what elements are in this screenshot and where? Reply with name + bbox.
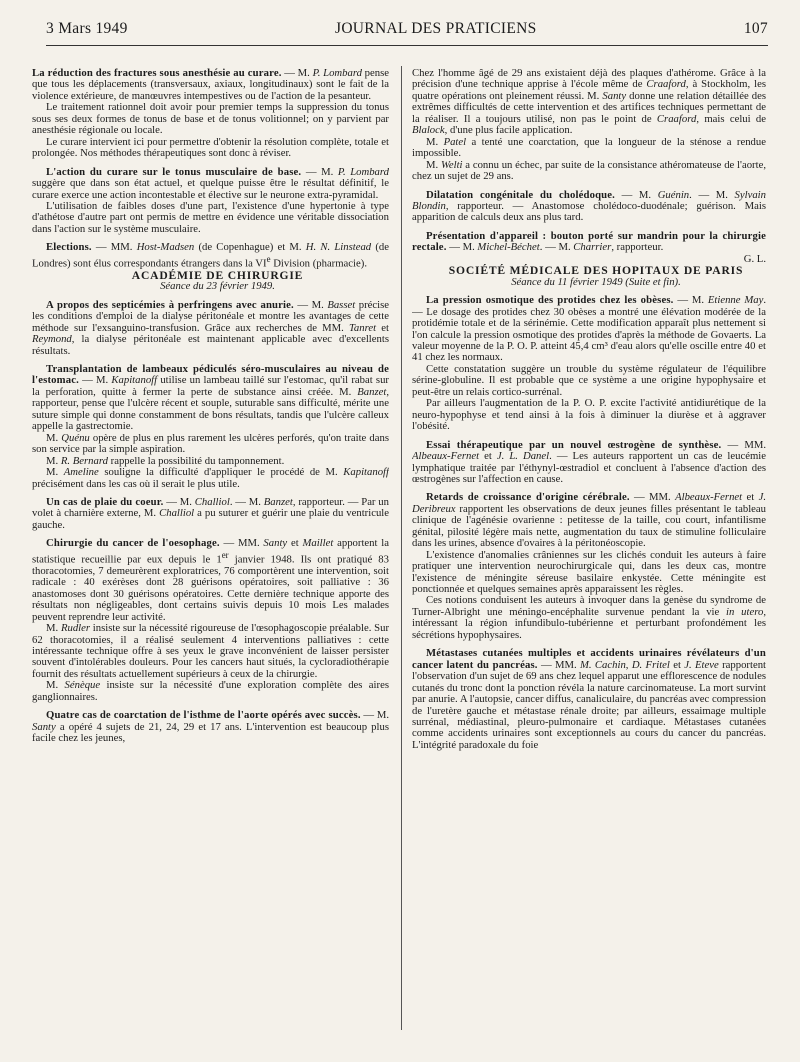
article-title: Métastases cutanées multiples et accidents urinaires révélateurs d'un cancer latent du pancréas. xyxy=(412,647,766,671)
section-title-academie: ACADÉMIE DE CHIRURGIE xyxy=(131,268,304,282)
text: et xyxy=(287,537,303,550)
text: et xyxy=(669,658,685,671)
paragraph xyxy=(412,595,766,641)
paragraph xyxy=(32,433,389,456)
article-title: Retards de croissance d'origine cérébrale. xyxy=(426,491,630,504)
paragraph: Le curare intervient ici pour permettre d'obtenir la résolution complète, totale et prolongée. Nos méthodes thérapeutiques sont donc à réviser. xyxy=(32,135,389,160)
author-name: Albeaux-Fernet xyxy=(412,450,480,463)
author-name: Reymond xyxy=(32,333,72,346)
running-header xyxy=(46,20,768,42)
author-name: Tanret xyxy=(348,321,377,334)
author-name: H. N. Linstead xyxy=(305,241,372,254)
author-name: Basset xyxy=(327,298,356,311)
text: a opéré 4 sujets de 21, 24, 29 et 17 ans. L'intervention est beaucoup plus facile chez les jeunes, xyxy=(32,720,389,745)
text: M. xyxy=(46,466,64,479)
text: — M. xyxy=(293,298,328,311)
author-name: Welti xyxy=(440,158,463,171)
author-name: D. Fritel xyxy=(631,658,670,671)
article-title: La réduction des fractures sous anesthésie au curare. xyxy=(32,68,282,79)
author-name: Blalock xyxy=(412,124,445,137)
author-name: M. Cachin xyxy=(580,658,626,671)
text: , rapporteur. — Anastomose cholédoco-duodénale; guérison. Mais apparition de calculs deux ans plus tard. xyxy=(412,199,766,224)
text: . — M. xyxy=(229,495,264,508)
signature: G. L. xyxy=(743,252,766,265)
text: a tenté une coarctation, que la longueur de la sténose a rendue impossible. xyxy=(412,135,766,160)
text: M. xyxy=(426,135,444,148)
article-pression-osmotique xyxy=(412,295,766,364)
article-retards-croissance xyxy=(412,492,766,549)
article-title: Quatre cas de coarctation de l'isthme de l'aorte opérés avec succès. xyxy=(46,709,361,722)
text: — MM. xyxy=(629,491,676,504)
author-name: Kapitanoff xyxy=(343,466,389,479)
text: Ces notions conduisent les auteurs à invoquer dans la genèse du syndrome de Turner-Albright une méningo-encéphalite survenue pendant la vie xyxy=(412,594,766,618)
paragraph xyxy=(32,623,389,680)
text: — M. xyxy=(301,165,338,178)
text: — M. xyxy=(673,294,708,307)
article-choledoque xyxy=(412,190,766,224)
author-name: P. Lombard xyxy=(312,68,362,79)
paragraph: L'existence d'anomalies crâniennes sur les clichés conduit les auteurs à faire pratiquer une intervention neurochirurgicale qui, dans les deux cas, montre l'existence de méningite séreuse basilaire enkystée. Cette méningite est ponctionnée et quelques semaines après apparaissent les règles. xyxy=(412,548,766,596)
text: janvier 1948. Ils ont pratiqué 83 thoracotomies, 7 demeurèrent exploratrices, 76 comportèrent une intervention, soit radicale : 40 exérèses dont 28 guérisons opératoires, soit palliative : 36 anastomoses dont 30 guérisons opératoires. Cette dernière technique apporte des résultats non négligeables, dont certains suivis depuis 10 mois Les malades peuvent reprendre leur activité. xyxy=(32,553,389,623)
text: — M. xyxy=(446,241,478,254)
author-name: Santy xyxy=(263,537,288,550)
header-page-number: 107 xyxy=(743,20,768,37)
article-lambeaux xyxy=(32,364,389,433)
article-title: Présentation d'appareil : bouton porté sur mandrin pour la chirurgie rectale. xyxy=(412,229,766,254)
superscript: e xyxy=(266,253,271,264)
text: — M. xyxy=(360,709,389,722)
text: , d'une plus facile application. xyxy=(444,124,573,137)
paragraph xyxy=(412,137,766,160)
author-name: Banzet xyxy=(357,385,387,398)
text: et xyxy=(742,491,759,504)
text: M. xyxy=(46,622,61,635)
latin-term: in utero xyxy=(726,605,764,618)
author-name: R. Bernard xyxy=(60,454,108,467)
author-name: Charrier xyxy=(573,241,612,254)
text: (de Copenhague) et M. xyxy=(194,241,306,254)
header-date: 3 Mars 1949 xyxy=(46,20,128,37)
text: — MM. xyxy=(219,537,264,550)
header-journal-title: JOURNAL DES PRATICIENS xyxy=(334,20,537,37)
author-name: Etienne May xyxy=(707,294,764,307)
paragraph: L'utilisation de faibles doses d'une part, l'existence d'une hypertonie à type d'athétose d'autre part ont permis de mettre en évidence une véritable dissociation dans l'action sur le système musculaire. xyxy=(32,199,389,235)
session-date: Séance du 11 février 1949 (Suite et fin). xyxy=(511,275,681,288)
section-title-societe: SOCIÉTÉ MÉDICALE DES HOPITAUX DE PARIS xyxy=(448,264,744,278)
article-oesophage xyxy=(32,538,389,623)
right-column xyxy=(412,68,766,1030)
text: — MM. xyxy=(91,241,137,254)
text: insiste sur la nécessité d'une exploration complète des aires ganglionnaires. xyxy=(32,679,389,703)
text: a connu un échec, par suite de la consistance athéromateuse de l'aorte, chez un sujet de 29 ans. xyxy=(412,158,766,183)
article-septicemies xyxy=(32,300,389,357)
author-name: Sylvain Blondin xyxy=(412,188,766,212)
text: rapportent les observations de deux jeunes filles présentant le tableau clinique de l'agénésie ovarienne : petitesse de la taille, cou court, infantilisme génital, pilosité légère mais nette, augmentation du taux de stimuline folliculaire dans les urines, absence d'ovaires à la péritonéoscopie. xyxy=(412,502,766,550)
author-name: Guénin xyxy=(657,188,690,201)
text: , intéressant la région infundibulo-tubérienne et perturbant profondément les sécrétions hypophysaires. xyxy=(412,605,766,641)
article-oestrogene xyxy=(412,440,766,486)
author-name: Albeaux-Fernet xyxy=(675,491,743,504)
superscript: er xyxy=(221,549,229,560)
paragraph: Cette constatation suggère un trouble du système régulateur de l'équilibre sérine-globuline. Il est probable que ce système a une origine hypophysaire et peut-être un relais cortico-surrénal. xyxy=(412,362,766,398)
text: précisément dans les cas où il serait le plus utile. xyxy=(32,477,240,490)
text: précise les conditions d'emploi de la dialyse péritonéale et montre les avantages de cette méthode sur l'exsanguino-transfusion. Grâce aux recherches de MM. xyxy=(32,298,389,334)
text: , à Stockholm, les quatre opérations ont pleinement réussi. M. xyxy=(412,78,766,102)
author-name: Kapitanoff xyxy=(111,374,158,387)
author-name: Maillet xyxy=(302,537,334,550)
text: — M. xyxy=(614,188,658,201)
author-name: Ameline xyxy=(63,466,99,479)
text: a pu suturer et guérir une plaie du ventricule gauche. xyxy=(32,507,389,531)
text: , rapporteur. xyxy=(611,241,664,254)
article-title: La pression osmotique des protides chez les obèses. xyxy=(426,294,674,307)
paragraph xyxy=(32,680,389,703)
paragraph xyxy=(32,467,389,490)
text: . — Le dosage des protides chez 30 obèses a montré une élévation modérée de la protidémie totale et de la sérinémie. Cette modification apparaît plus nettement si l'on calcule la pression osmotique des protides d'après la méthode de Govaerts. La valeur moyenne de la P. O. P. atteint 45,4 cm³ d'eau alors qu'elle oscille entre 40 et 41 chez les normaux. xyxy=(412,294,766,364)
author-name: Michel-Béchet xyxy=(477,241,540,254)
article-title: Chirurgie du cancer de l'oesophage. xyxy=(46,537,220,550)
text: , la dialyse péritonéale est maintenant applicable avec d'excellents résultats. xyxy=(32,333,389,357)
text: M. xyxy=(46,679,65,692)
article-bouton-mandrin xyxy=(412,231,766,254)
article-title: Elections. xyxy=(46,241,92,254)
text: , mais celui de xyxy=(696,112,766,125)
text: et xyxy=(376,321,389,334)
article-title: Dilatation congénitale du cholédoque. xyxy=(426,188,615,201)
author-name: J. Eteve xyxy=(684,658,719,671)
text: , xyxy=(625,658,632,671)
text: souligne la difficulté d'appliquer le procédé de M. xyxy=(98,466,344,479)
text: . — M. xyxy=(539,241,574,254)
text: et xyxy=(479,450,497,463)
text: M. xyxy=(46,454,61,467)
author-name: Craaford xyxy=(656,112,697,125)
article-metastases xyxy=(412,648,766,751)
author-name: J. Deribreux xyxy=(412,491,766,515)
text: , rapporteur, pense que l'ulcère récent et souple, suturable sans difficulté, mérite une suture simple qui donne constamment de bons résultats, tandis que l'ulcère calleux appelle la gastrectomie. xyxy=(32,385,389,433)
column-divider xyxy=(401,66,402,1030)
author-name: Sénèque xyxy=(64,679,101,692)
article-elections xyxy=(32,242,389,269)
article-title: Transplantation de lambeaux pédiculés séro-musculaires au niveau de l'estomac. xyxy=(32,362,389,387)
paragraph: Le traitement rationnel doit avoir pour premier temps la suppression du tonus sous ses deux formes de tonus de base et de tonus volitionnel; on y parvient par anesthésie régionale ou locale. xyxy=(32,101,389,137)
text: — M. xyxy=(163,495,195,508)
text: M. xyxy=(426,158,441,171)
text: rapportent l'observation d'un sujet de 69 ans chez lequel apparut une efflorescence de nodules cutanés du tronc dont la ponction révéla la nature carcinomateuse. La mort survint par anurie. A l'autopsie, cancer diffus, canaliculaire, du pancréas avec compression de l'uretère gauche et métastase rénale droite; par ailleurs, essaimage multiple surrénal, médiastinal, pleuro-pulmonaire et cardiaque. Métastases cutanées comme accidents urinaires sont exceptionnels au cours du cancer du pancréas. L'intégrité paradoxale du foie xyxy=(412,658,766,751)
text: rappelle la possibilité du tamponnement. xyxy=(107,454,285,467)
article-fractures-curare xyxy=(32,68,389,102)
author-name: Challiol xyxy=(194,495,230,508)
text: . — Les auteurs rapportent un cas de leucémie lymphatique traitée par l'éthynyl-œstradiol et concluent à l'absence d'action des œstrogènes sur l'affection en cause. xyxy=(412,450,766,485)
author-name: Banzet xyxy=(263,495,293,508)
author-name: Challiol xyxy=(159,507,195,520)
text: . — M. xyxy=(689,188,735,201)
author-name: Patel xyxy=(443,135,467,148)
text: Chez l'homme âgé de 29 ans existaient déjà des plaques d'athérome. Grâce à la précision d'une technique apprise à l'école même de xyxy=(412,68,766,91)
header-rule xyxy=(46,45,768,46)
text: , rapporteur. — Par un volet à charnière externe, M. xyxy=(32,495,389,520)
article-coarctation-continued xyxy=(412,68,766,137)
author-name: J. L. Danel xyxy=(496,450,550,463)
paragraph xyxy=(412,160,766,183)
text: suggère que dans son état actuel, et quelque puisse être le résultat définitif, le curare exerce une action incontestable et élective sur le neurone extra-pyramidal. xyxy=(32,177,389,201)
text: (de Londres) sont élus correspondants étrangers dans la VI xyxy=(32,241,389,270)
text: M. xyxy=(46,431,62,444)
article-title: Essai thérapeutique par un nouvel œstrogène de synthèse. xyxy=(426,438,722,451)
text: — M. xyxy=(281,68,313,79)
article-coarctation xyxy=(32,710,389,744)
article-title: A propos des septicémies à perfringens avec anurie. xyxy=(46,298,294,311)
text: pense que tous les déplacements (transversaux, axiaux, longitudinaux) sont le fait de la violence extérieure, de manœuvres intempestives ou de l'action de la pesanteur. xyxy=(32,68,389,102)
text: opère de plus en plus rarement les ulcères perforés, qu'on traite dans son service par la simple aspiration. xyxy=(32,431,389,456)
text: donne une relation détaillée des extrêmes difficultés de cette intervention et des artifices techniques permettant de la réaliser. Il a toujours utilisé, non pas le point de xyxy=(412,89,766,125)
paragraph: Par ailleurs l'augmentation de la P. O. P. excite l'activité antidiurétique de la neuro-hypophyse et tend ainsi à la fois à diminuer la diurèse et à aggraver l'obésité. xyxy=(412,397,766,433)
article-title: Un cas de plaie du coeur. xyxy=(46,495,164,508)
text: — MM. xyxy=(721,438,766,451)
text: apportent la statistique recueillie par eux depuis le 1 xyxy=(32,537,389,566)
author-name: Santy xyxy=(32,720,56,733)
article-plaie-coeur xyxy=(32,497,389,531)
text: Division (pharmacie). xyxy=(270,257,367,270)
author-name: Host-Madsen xyxy=(136,241,195,254)
author-name: Quénu xyxy=(61,431,90,444)
author-name: Rudler xyxy=(60,622,91,635)
left-column xyxy=(32,68,389,1033)
text: insiste sur la nécessité rigoureuse de l'œsophagoscopie préalable. Sur 62 thoracotomies, il a réalisé seulement 4 interventions palliatives : cette intéressante technique offre à ses yeux le grave inconvénient de laisser persister souvent d'intolérables douleurs. Pour les cancers haut situés, la cycloradiothérapie fournit des résultats actuellement supérieurs à ceux de la chirurgie. xyxy=(32,622,389,680)
author-name: Santy xyxy=(602,89,627,102)
session-date: Séance du 23 février 1949. xyxy=(160,280,275,293)
article-curare-tonus xyxy=(32,167,389,201)
article-title: L'action du curare sur le tonus musculaire de base. xyxy=(46,165,302,178)
text: — M. xyxy=(78,374,112,387)
author-name: Craaford xyxy=(646,78,686,91)
author-name: P. Lombard xyxy=(337,165,389,178)
text: — MM. xyxy=(537,658,580,671)
text: utilise un lambeau taillé sur l'estomac, qu'il rabat sur la perforation, quitte à fermer la perte de substance ainsi créée. M. xyxy=(32,374,389,398)
